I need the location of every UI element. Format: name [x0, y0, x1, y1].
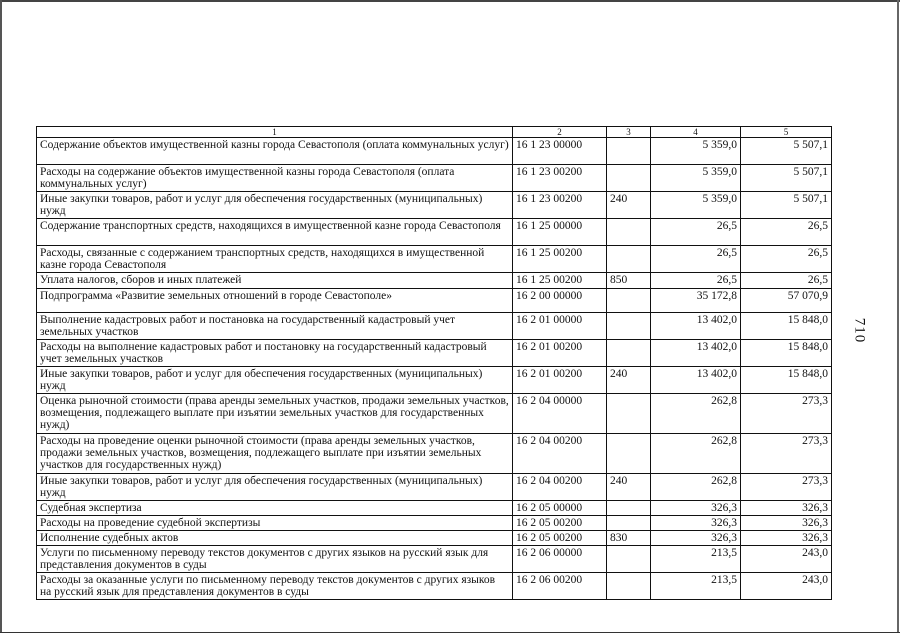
table-row [37, 573, 832, 600]
table-row [37, 165, 832, 192]
row-value-4: 5 359,0 [651, 165, 741, 192]
row-value-5: 15 848,0 [741, 340, 832, 367]
row-code: 16 2 05 00000 [513, 501, 607, 516]
row-value-5: 5 507,1 [741, 192, 832, 219]
row-code: 16 2 06 00200 [513, 573, 607, 600]
row-code: 16 2 05 00200 [513, 531, 607, 546]
row-code: 16 2 00 00000 [513, 289, 607, 313]
row-code: 16 1 25 00200 [513, 246, 607, 273]
row-code: 16 1 23 00000 [513, 138, 607, 165]
row-value-4: 13 402,0 [651, 340, 741, 367]
row-value-5: 57 070,9 [741, 289, 832, 313]
row-type [607, 289, 651, 313]
row-value-4: 262,8 [651, 394, 741, 434]
row-value-4: 5 359,0 [651, 192, 741, 219]
row-value-4: 262,8 [651, 474, 741, 501]
row-type [607, 546, 651, 573]
row-name: Иные закупки товаров, работ и услуг для обеспечения государственных (муниципальных) нужд [37, 367, 513, 394]
row-value-5: 15 848,0 [741, 313, 832, 340]
scan-edge-top [0, 0, 900, 2]
row-value-5: 5 507,1 [741, 138, 832, 165]
row-name: Расходы на проведение оценки рыночной стоимости (права аренды земельных участков, продажи земельных участков, возмещения, подлежащего выплате при изъятии земельных участков для государственных нужд) [37, 434, 513, 474]
row-value-4: 326,3 [651, 516, 741, 531]
table-row [37, 192, 832, 219]
table-row [37, 273, 832, 289]
row-name: Уплата налогов, сборов и иных платежей [37, 273, 513, 289]
row-name: Иные закупки товаров, работ и услуг для обеспечения государственных (муниципальных) нужд [37, 474, 513, 501]
row-name: Содержание объектов имущественной казны города Севастополя (оплата коммунальных услуг) [37, 138, 513, 165]
row-code: 16 2 04 00200 [513, 434, 607, 474]
col-header-5: 5 [741, 127, 832, 138]
row-value-5: 5 507,1 [741, 165, 832, 192]
row-value-4: 26,5 [651, 273, 741, 289]
row-value-5: 273,3 [741, 434, 832, 474]
table-row [37, 289, 832, 313]
row-type [607, 219, 651, 246]
row-value-4: 213,5 [651, 573, 741, 600]
budget-table [36, 126, 832, 600]
row-value-5: 326,3 [741, 531, 832, 546]
row-type [607, 516, 651, 531]
row-name: Расходы, связанные с содержанием транспортных средств, находящихся в имущественной казне города Севастополя [37, 246, 513, 273]
row-code: 16 1 23 00200 [513, 165, 607, 192]
row-value-5: 326,3 [741, 501, 832, 516]
row-value-4: 213,5 [651, 546, 741, 573]
table-row [37, 219, 832, 246]
row-type: 240 [607, 474, 651, 501]
table-row [37, 313, 832, 340]
row-type [607, 394, 651, 434]
row-value-5: 243,0 [741, 573, 832, 600]
row-code: 16 2 04 00000 [513, 394, 607, 434]
row-code: 16 2 04 00200 [513, 474, 607, 501]
col-header-4: 4 [651, 127, 741, 138]
row-value-5: 243,0 [741, 546, 832, 573]
row-name: Судебная экспертиза [37, 501, 513, 516]
row-type [607, 501, 651, 516]
row-code: 16 2 01 00200 [513, 367, 607, 394]
row-type [607, 246, 651, 273]
page-number: 710 [851, 317, 868, 344]
table-row [37, 340, 832, 367]
row-type [607, 165, 651, 192]
row-name: Оценка рыночной стоимости (права аренды земельных участков, продажи земельных участков, возмещения, подлежащего выплате при изъятии земельных участков для государственных нужд) [37, 394, 513, 434]
row-value-4: 35 172,8 [651, 289, 741, 313]
row-value-5: 26,5 [741, 246, 832, 273]
table-row [37, 138, 832, 165]
row-value-4: 5 359,0 [651, 138, 741, 165]
row-code: 16 1 25 00200 [513, 273, 607, 289]
row-type: 240 [607, 192, 651, 219]
row-type: 850 [607, 273, 651, 289]
col-header-1: 1 [37, 127, 513, 138]
row-name: Расходы на проведение судебной экспертизы [37, 516, 513, 531]
row-name: Расходы на содержание объектов имущественной казны города Севастополя (оплата коммунальных услуг) [37, 165, 513, 192]
row-type: 830 [607, 531, 651, 546]
row-type [607, 138, 651, 165]
row-code: 16 1 23 00200 [513, 192, 607, 219]
row-code: 16 2 06 00000 [513, 546, 607, 573]
scan-edge-left [0, 0, 2, 640]
table-row [37, 367, 832, 394]
row-code: 16 2 01 00200 [513, 340, 607, 367]
table-row [37, 516, 832, 531]
row-value-5: 273,3 [741, 474, 832, 501]
row-code: 16 2 05 00200 [513, 516, 607, 531]
col-header-2: 2 [513, 127, 607, 138]
row-name: Содержание транспортных средств, находящихся в имущественной казне города Севастополя [37, 219, 513, 246]
row-code: 16 1 25 00000 [513, 219, 607, 246]
row-value-5: 26,5 [741, 219, 832, 246]
table-row [37, 246, 832, 273]
row-value-5: 273,3 [741, 394, 832, 434]
row-code: 16 2 01 00000 [513, 313, 607, 340]
row-value-5: 15 848,0 [741, 367, 832, 394]
table-row [37, 434, 832, 474]
row-value-4: 262,8 [651, 434, 741, 474]
scan-edge-right [897, 0, 899, 640]
table-row [37, 546, 832, 573]
row-name: Услуги по письменному переводу текстов документов с других языков на русский язык для представления документов в суды [37, 546, 513, 573]
table-row [37, 474, 832, 501]
row-value-4: 26,5 [651, 246, 741, 273]
row-type [607, 340, 651, 367]
row-value-5: 26,5 [741, 273, 832, 289]
table-row [37, 531, 832, 546]
row-value-4: 326,3 [651, 501, 741, 516]
row-name: Выполнение кадастровых работ и постановка на государственный кадастровый учет земельных участков [37, 313, 513, 340]
row-name: Иные закупки товаров, работ и услуг для обеспечения государственных (муниципальных) нужд [37, 192, 513, 219]
table-row [37, 501, 832, 516]
row-type [607, 573, 651, 600]
row-type [607, 313, 651, 340]
row-value-4: 13 402,0 [651, 367, 741, 394]
header-row [37, 127, 832, 138]
row-name: Расходы на выполнение кадастровых работ и постановку на государственный кадастровый учет земельных участков [37, 340, 513, 367]
row-name: Исполнение судебных актов [37, 531, 513, 546]
row-type [607, 434, 651, 474]
table-row [37, 394, 832, 434]
row-name: Расходы за оказанные услуги по письменному переводу текстов документов с других языков на русский язык для представления документов в суды [37, 573, 513, 600]
row-value-4: 326,3 [651, 531, 741, 546]
row-type: 240 [607, 367, 651, 394]
row-name: Подпрограмма «Развитие земельных отношений в городе Севастополе» [37, 289, 513, 313]
row-value-5: 326,3 [741, 516, 832, 531]
row-value-4: 13 402,0 [651, 313, 741, 340]
col-header-3: 3 [607, 127, 651, 138]
row-value-4: 26,5 [651, 219, 741, 246]
